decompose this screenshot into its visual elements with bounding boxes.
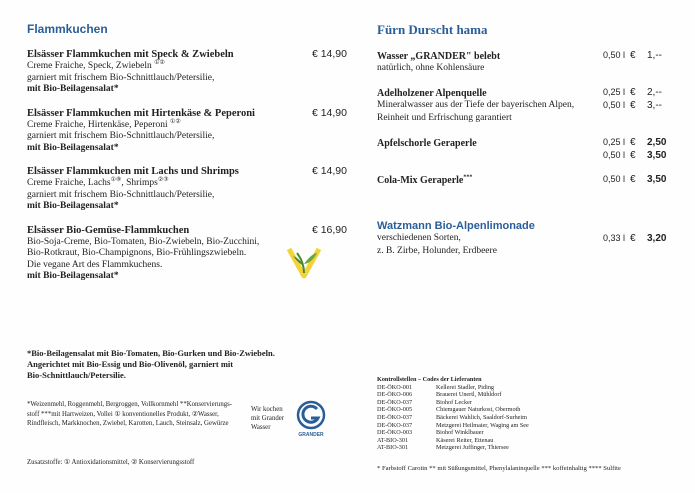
control-row: DE-ÖKO-037 Metzgerei Heilmaier, Waging am See — [377, 421, 529, 429]
additive-marker: ②③ — [157, 176, 169, 183]
drink-size: 0,50 l — [602, 100, 625, 110]
drink-name: Cola-Mix Geraperle*** — [377, 174, 473, 186]
euro-sign: € — [630, 137, 636, 148]
drink-size: 0,50 l — [602, 150, 625, 160]
drink-size: 0,50 l — [602, 174, 625, 184]
dish-price: € 14,90 — [311, 106, 347, 119]
drink-cola-mix — [377, 174, 677, 187]
dish-description — [27, 178, 347, 213]
drink-price: 2,50 — [647, 137, 667, 148]
drink-price: 3,20 — [647, 233, 667, 244]
dish-name: Elsässer Flammkuchen mit Lachs und Shrimps — [27, 166, 239, 177]
dish-ingredients: Creme Fraiche, Hirtenkäse, Peperoni — [27, 119, 168, 130]
euro-sign: € — [630, 233, 636, 244]
dish-salad: mit Bio-Beilagensalat* — [27, 142, 119, 153]
euro-sign: € — [630, 50, 636, 61]
grander-logo-icon — [296, 400, 326, 430]
flammkuchen-section — [27, 22, 347, 294]
control-row: DE-ÖKO-037 Bäckerei Wahlich, Saaldorf-Surheim — [377, 413, 527, 421]
euro-sign: € — [630, 174, 636, 185]
additive-marker: *** — [463, 174, 473, 181]
dish-name: Elsässer Flammkuchen mit Speck & Zwiebeln — [27, 49, 234, 60]
dish-price: € 16,90 — [311, 223, 347, 236]
control-row: AT-BIO-301 Metzgerei Juffinger, Thiersee — [377, 444, 509, 452]
allergen-info: *Weizenmehl, Roggenmehl, Bergroggen, Vollkornmehl **Konservierungs- stoff ***mit Hartweizen, Vollei ① konventionelles Produkt, ②Wasser, Rindfleisch, Markknochen, Zwiebel, Karotten, Lauch, Steinsalz, Gewürze — [27, 401, 233, 427]
vegan-label-icon — [285, 244, 323, 280]
control-row: DE-ÖKO-003 Biohof Winklbauer — [377, 429, 484, 437]
dish-line: Die vegane Art des Flammkuchens. — [27, 259, 163, 270]
drink-size: 0,25 l — [602, 87, 625, 97]
dish-salad: mit Bio-Beilagensalat* — [27, 84, 119, 94]
control-row: AT-BIO-301 Käserei Reiter, Ettenau — [377, 436, 494, 444]
dish-price: € 14,90 — [311, 165, 347, 177]
additives-note: Zusatzstoffe: ① Antioxidationsmittel, ② Konservierungsstoff — [27, 459, 195, 466]
dish-garnish: garniert mit frischem Bio-Schnittlauch/Petersilie, — [27, 189, 215, 200]
dish-ingredients: Creme Fraiche, Speck, Zwiebeln — [27, 61, 152, 71]
dish-name: Elsässer Flammkuchen mit Hirtenkäse & Peperoni — [27, 107, 255, 119]
drinks-footnote: * Farbstoff Carotin ** mit Süßungsmittel, Phenylalaninquelle *** koffeinhaltig **** Sulfite — [377, 465, 621, 472]
euro-sign: € — [630, 150, 636, 161]
drink-grander-water — [377, 50, 677, 76]
additive-marker: ①② — [154, 59, 165, 66]
drinks-section — [377, 22, 677, 270]
drink-description: Mineralwasser aus der Tiefe der bayerischen Alpen, — [377, 100, 575, 110]
control-row: DE-ÖKO-005 Chiemgauer Naturkost, Obermoth — [377, 406, 521, 414]
drink-description: Reinheit und Erfrischung garantiert — [377, 113, 512, 123]
dish-price: € 14,90 — [311, 48, 347, 60]
dish-description — [27, 120, 347, 155]
dish-speck-zwiebeln — [27, 48, 347, 96]
dish-lachs-shrimps — [27, 165, 347, 213]
drink-description: verschiedenen Sorten, — [377, 233, 461, 243]
dish-ingredients: Creme Fraiche, Lachs — [27, 178, 111, 188]
salad-note: *Bio-Beilagensalat mit Bio-Tomaten, Bio-Gurken und Bio-Zwiebeln. Angerichtet mit Bio-Essig und Bio-Olivenöl, garniert mit Bio-Schnittlauch/Petersilie. — [27, 348, 275, 380]
dish-bio-gemuese — [27, 224, 347, 283]
section-title-flammkuchen: Flammkuchen — [27, 22, 108, 36]
drink-apfelschorle — [377, 137, 677, 163]
section-title-drinks: Fürn Durscht hama — [377, 22, 488, 37]
drink-price: 3,50 — [647, 174, 667, 185]
drink-watzmann — [377, 233, 677, 259]
control-bodies-title: Kontrollstellen – Codes der Lieferanten — [377, 376, 482, 383]
watzmann-title: Watzmann Bio-Alpenlimonade — [377, 220, 535, 232]
additive-marker: ①② — [169, 118, 181, 125]
dish-garnish: garniert mit frischem Bio-Schnittlauch/Petersilie, — [27, 72, 215, 83]
drink-price: 1,-- — [647, 50, 662, 61]
drink-price: 3,50 — [647, 150, 667, 161]
dish-name: Elsässer Bio-Gemüse-Flammkuchen — [27, 224, 190, 236]
drink-name: Wasser „GRANDER" belebt — [377, 51, 501, 62]
additive-marker: ①⑧ — [110, 176, 122, 183]
drink-size: 0,33 l — [602, 233, 625, 243]
dish-ingredients-2: , Shrimps — [121, 178, 158, 188]
drink-description: z. B. Zirbe, Holunder, Erdbeere — [377, 246, 497, 256]
control-row: DE-ÖKO-037 Biohof Lecker — [377, 398, 472, 406]
dish-salad: mit Bio-Beilagensalat* — [27, 271, 119, 281]
drink-name: Apfelschorle Geraperle — [377, 138, 477, 149]
dish-garnish: garniert mit frischem Bio-Schnittlauch/Petersilie, — [27, 131, 215, 141]
control-row: DE-ÖKO-001 Kellerei Stadler, Piding — [377, 383, 495, 391]
drink-size: 0,25 l — [602, 137, 625, 147]
drink-adelholzener — [377, 87, 677, 126]
drink-description: natürlich, ohne Kohlensäure — [377, 63, 485, 73]
dish-description — [27, 61, 347, 96]
drink-name: Adelholzener Alpenquelle — [377, 88, 487, 99]
euro-sign: € — [630, 100, 636, 111]
drink-price: 3,-- — [647, 100, 662, 111]
euro-sign: € — [630, 87, 636, 98]
drink-price: 2,-- — [647, 87, 662, 98]
dish-hirtenkaese-peperoni — [27, 107, 347, 155]
dish-line: Bio-Soja-Creme, Bio-Tomaten, Bio-Zwiebeln, Bio-Zucchini, — [27, 236, 260, 247]
drink-size: 0,50 l — [602, 50, 625, 60]
dish-salad: mit Bio-Beilagensalat* — [27, 201, 119, 211]
grander-logo-label: GRANDER — [298, 432, 324, 438]
control-bodies — [377, 376, 529, 452]
control-row: DE-ÖKO-006 Brauerei Unertl, Mühldorf — [377, 391, 502, 399]
grander-water-note: Wir kochen mit Grander Wasser — [251, 406, 285, 431]
dish-line: Bio-Rotkraut, Bio-Champignons, Bio-Frühlingszwiebeln. — [27, 248, 247, 258]
